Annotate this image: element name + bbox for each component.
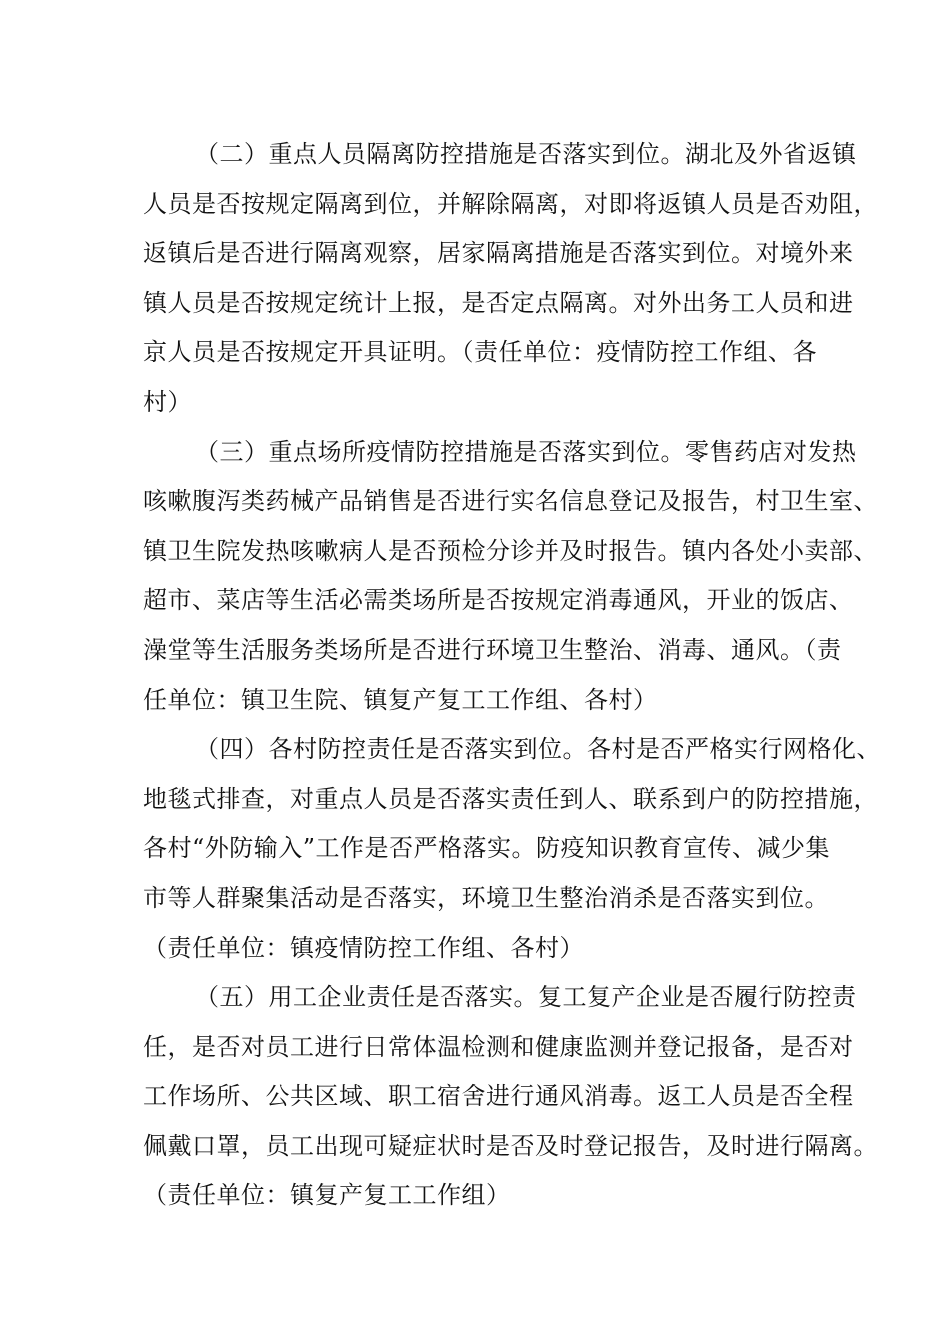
- text-line: 澡堂等生活服务类场所是否进行环境卫生整治、消毒、通风。（责: [143, 635, 842, 664]
- text-line: 市等人群聚集活动是否落实，环境卫生整治消杀是否落实到位。: [143, 883, 829, 912]
- paragraph-key-personnel-isolation: [143, 130, 878, 428]
- text-line: 镇人员是否按规定统计上报，是否定点隔离。对外出务工人员和进: [143, 288, 854, 317]
- paragraph-key-places-prevention: [143, 428, 878, 726]
- paragraph-enterprise-responsibility: [143, 973, 878, 1221]
- text-line: 京人员是否按规定开具证明。（责任单位：疫情防控工作组、各: [143, 338, 817, 367]
- text-line: 地毯式排查，对重点人员是否落实责任到人、联系到户的防控措施，: [143, 784, 878, 813]
- text-line: 人员是否按规定隔离到位，并解除隔离，对即将返镇人员是否劝阻，: [143, 189, 878, 218]
- text-line: 工作场所、公共区域、职工宿舍进行通风消毒。返工人员是否全程: [143, 1082, 854, 1111]
- text-line: 佩戴口罩，员工出现可疑症状时是否及时登记报告，及时进行隔离。: [143, 1131, 878, 1160]
- paragraph-village-responsibility: [143, 725, 881, 973]
- text-line: （责任单位：镇疫情防控工作组、各村）: [143, 933, 584, 962]
- text-line: （五）用工企业责任是否落实。复工复产企业是否履行防控责: [195, 983, 857, 1012]
- text-line: 超市、菜店等生活必需类场所是否按规定消毒通风，开业的饭店、: [143, 586, 854, 615]
- text-line: （责任单位：镇复产复工工作组）: [143, 1181, 511, 1210]
- text-line: 各村“外防输入”工作是否严格落实。防疫知识教育宣传、减少集: [143, 834, 831, 863]
- text-line: 任单位：镇卫生院、镇复产复工工作组、各村）: [143, 685, 658, 714]
- text-line: （四）各村防控责任是否落实到位。各村是否严格实行网格化、: [195, 735, 881, 764]
- text-line: 任，是否对员工进行日常体温检测和健康监测并登记报备，是否对: [143, 1032, 854, 1061]
- text-line: （二）重点人员隔离防控措施是否落实到位。湖北及外省返镇: [195, 140, 857, 168]
- text-line: （三）重点场所疫情防控措施是否落实到位。零售药店对发热: [195, 437, 857, 466]
- document-body: [143, 130, 881, 1221]
- text-line: 返镇后是否进行隔离观察，居家隔离措施是否落实到位。对境外来: [143, 239, 854, 268]
- text-line: 村）: [143, 387, 192, 416]
- text-line: 咳嗽腹泻类药械产品销售是否进行实名信息登记及报告，村卫生室、: [143, 487, 878, 516]
- text-line: 镇卫生院发热咳嗽病人是否预检分诊并及时报告。镇内各处小卖部、: [143, 536, 878, 565]
